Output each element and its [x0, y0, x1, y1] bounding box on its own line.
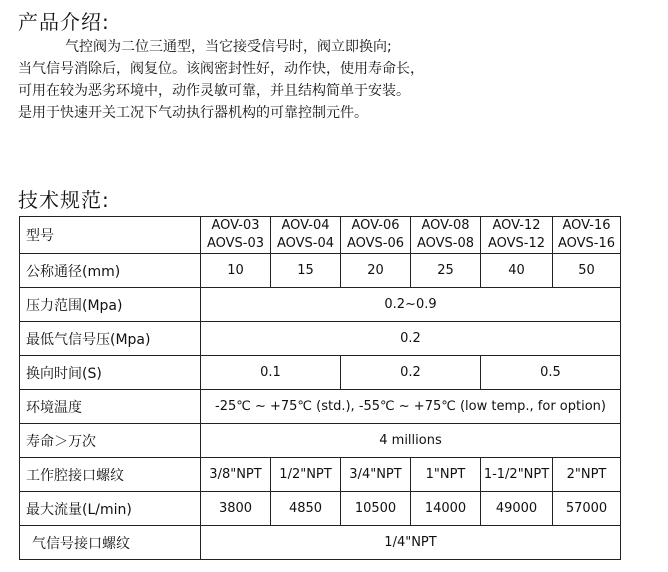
table-row-model: [20, 217, 621, 254]
bore-value: 50: [553, 254, 621, 288]
min-signal-label: 最低气信号压(Mpa): [20, 322, 201, 356]
table-row-temperature: [20, 390, 621, 424]
model-cell: [411, 217, 481, 254]
table-row-flow: [20, 492, 621, 526]
flow-value: 57000: [553, 492, 621, 526]
intro-line-4: 是用于快速开关工况下气动执行器机构的可靠控制元件。: [18, 105, 368, 121]
intro-title: 产品介绍:: [18, 10, 110, 34]
bore-value: 10: [201, 254, 271, 288]
table-row-pressure: [20, 288, 621, 322]
port-value: 1-1/2"NPT: [481, 458, 553, 492]
table-row-bore: [20, 254, 621, 288]
flow-value: 49000: [481, 492, 553, 526]
life-label: 寿命＞万次: [20, 424, 201, 458]
pressure-label: 压力范围(Mpa): [20, 288, 201, 322]
pressure-value: 0.2~0.9: [201, 288, 621, 322]
model-name: AOV-12: [492, 218, 541, 233]
port-value: 3/8"NPT: [201, 458, 271, 492]
flow-value: 3800: [201, 492, 271, 526]
bore-label: 公称通径(mm): [20, 254, 201, 288]
switch-value: 0.5: [481, 356, 621, 390]
port-label: 工作腔接口螺纹: [20, 458, 201, 492]
model-label: 型号: [20, 217, 201, 254]
port-value: 1"NPT: [411, 458, 481, 492]
bore-value: 40: [481, 254, 553, 288]
model-name-s: AOVS-08: [416, 236, 475, 251]
model-name-s: AOVS-16: [557, 236, 616, 251]
signal-port-label: 气信号接口螺纹: [20, 526, 201, 560]
model-name-s: AOVS-03: [206, 236, 265, 251]
model-cell: [553, 217, 621, 254]
model-name: AOV-06: [351, 218, 400, 233]
model-name-s: AOVS-12: [487, 236, 546, 251]
bore-value: 15: [271, 254, 341, 288]
model-cell: [201, 217, 271, 254]
port-value: 2"NPT: [553, 458, 621, 492]
bore-value: 20: [341, 254, 411, 288]
model-name-s: AOVS-06: [346, 236, 405, 251]
spec-table: [19, 216, 621, 560]
signal-port-value: 1/4"NPT: [201, 526, 621, 560]
spec-title: 技术规范:: [18, 188, 110, 212]
port-value: 1/2"NPT: [271, 458, 341, 492]
flow-label: 最大流量(L/min): [20, 492, 201, 526]
min-signal-value: 0.2: [201, 322, 621, 356]
port-value: 3/4"NPT: [341, 458, 411, 492]
intro-line-2: 当气信号消除后，阀复位。该阀密封性好，动作快，使用寿命长，: [18, 61, 424, 77]
switch-label: 换向时间(S): [20, 356, 201, 390]
switch-value: 0.2: [341, 356, 481, 390]
table-row-life: [20, 424, 621, 458]
bore-value: 25: [411, 254, 481, 288]
intro-line-3: 可用在较为恶劣环境中，动作灵敏可靠，并且结构简单于安装。: [18, 83, 410, 99]
flow-value: 10500: [341, 492, 411, 526]
model-name: AOV-16: [562, 218, 611, 233]
model-cell: [271, 217, 341, 254]
model-name: AOV-03: [211, 218, 260, 233]
intro-paragraph: [18, 36, 658, 124]
life-value: 4 millions: [201, 424, 621, 458]
temp-label: 环境温度: [20, 390, 201, 424]
model-cell: [341, 217, 411, 254]
model-name: AOV-08: [421, 218, 470, 233]
model-name: AOV-04: [281, 218, 330, 233]
temp-value: -25℃ ~ +75℃ (std.), -55℃ ~ +75℃ (low temp., for option): [201, 390, 621, 424]
table-row-port: [20, 458, 621, 492]
flow-value: 14000: [411, 492, 481, 526]
intro-line-1: 气控阀为二位三通型，当它接受信号时，阀立即换向;: [65, 39, 392, 55]
switch-value: 0.1: [201, 356, 341, 390]
table-row-switch-time: [20, 356, 621, 390]
flow-value: 4850: [271, 492, 341, 526]
model-cell: [481, 217, 553, 254]
table-row-signal-port: [20, 526, 621, 560]
table-row-min-signal: [20, 322, 621, 356]
model-name-s: AOVS-04: [276, 236, 335, 251]
